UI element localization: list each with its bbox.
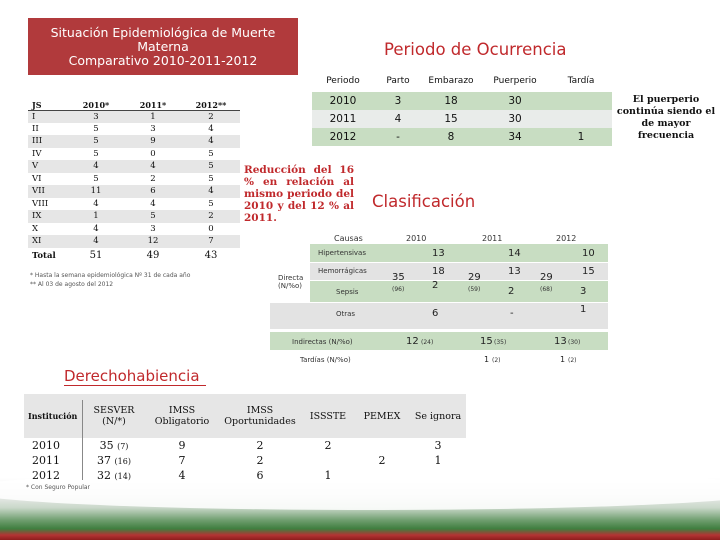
cell: 5 bbox=[208, 198, 214, 209]
cell: 4 bbox=[208, 123, 214, 134]
cell: 2 bbox=[324, 439, 332, 452]
cell: 1 bbox=[124, 110, 182, 123]
table-row bbox=[312, 92, 612, 110]
header-sesver: SESVER (N/*) bbox=[82, 394, 146, 438]
sesver-value: 32 bbox=[97, 469, 112, 482]
cell: 8 bbox=[422, 128, 480, 146]
header-pemex: PEMEX bbox=[354, 394, 410, 438]
row-year: 2010 bbox=[312, 92, 374, 110]
cell: 6 bbox=[124, 185, 182, 198]
hipertensivas-2010: 13 bbox=[432, 248, 445, 259]
cell bbox=[302, 453, 354, 468]
directa-2010-pct: (96) bbox=[392, 286, 405, 293]
sepsis-2010: 2 bbox=[432, 280, 439, 291]
header-causas: Causas bbox=[334, 234, 363, 243]
row-label: V bbox=[28, 160, 68, 173]
header-2010: 2010* bbox=[68, 92, 124, 110]
row-year: 2010 bbox=[32, 439, 60, 452]
table-row bbox=[312, 128, 612, 146]
table-row bbox=[28, 110, 240, 123]
cell bbox=[82, 468, 146, 483]
sesver-value: 35 bbox=[99, 439, 114, 452]
cell: 0 bbox=[208, 223, 214, 234]
heading-underline bbox=[64, 385, 206, 386]
header-issste: ISSSTE bbox=[302, 394, 354, 438]
otras-label: Otras bbox=[336, 310, 356, 318]
tardias-2012: 1 bbox=[560, 355, 566, 364]
cell: 0 bbox=[150, 148, 156, 159]
total-2011: 49 bbox=[146, 250, 160, 261]
row-label: X bbox=[32, 223, 39, 234]
cell: 2 bbox=[256, 439, 264, 452]
title-box bbox=[28, 18, 298, 75]
table-row bbox=[28, 198, 240, 211]
cell: 1 bbox=[434, 454, 442, 467]
row-label: XI bbox=[28, 235, 68, 248]
cell: 5 bbox=[93, 148, 99, 159]
table-row bbox=[24, 468, 466, 483]
tardias-2012-pct: (2) bbox=[568, 357, 577, 364]
sepsis-label: Sepsis bbox=[336, 288, 359, 296]
cell: 4 bbox=[182, 135, 240, 148]
directa-2012-pct: (68) bbox=[540, 286, 553, 293]
sesver-pct: (14) bbox=[114, 472, 131, 481]
header-institucion: Institución bbox=[24, 394, 82, 438]
header-embarazo: Embarazo bbox=[422, 70, 480, 92]
hemorragicas-2011: 13 bbox=[508, 266, 521, 277]
sesver-value: 37 bbox=[97, 454, 112, 467]
row-label: II bbox=[32, 123, 39, 134]
indirectas-2011-pct: (35) bbox=[494, 339, 507, 346]
cell: 3 bbox=[150, 223, 156, 234]
sepsis-2012: 3 bbox=[580, 286, 587, 297]
cell: 2 bbox=[182, 210, 240, 223]
header-js: JS bbox=[28, 92, 68, 110]
hipertensivas-label: Hipertensivas bbox=[318, 249, 366, 257]
row-year: 2011 bbox=[32, 454, 60, 467]
header-2011: 2011 bbox=[482, 234, 503, 243]
cell: 5 bbox=[124, 210, 182, 223]
directa-label: Directa (N/%o) bbox=[278, 274, 304, 290]
cell: 5 bbox=[93, 173, 99, 184]
cell: 2 bbox=[182, 110, 240, 123]
hemorragicas-2010: 18 bbox=[432, 266, 445, 277]
cell: 30 bbox=[480, 110, 550, 128]
row-label: VIII bbox=[32, 198, 49, 209]
cell: 2 bbox=[378, 454, 386, 467]
otras-2012: 1 bbox=[580, 304, 587, 315]
indirectas-2012: 13 bbox=[554, 336, 567, 347]
table-row bbox=[28, 135, 240, 148]
cell: 5 bbox=[208, 173, 214, 184]
table-total-row bbox=[28, 248, 240, 264]
cell bbox=[410, 468, 466, 483]
clasificacion-panel bbox=[270, 232, 608, 374]
title-line3: Comparativo 2010-2011-2012 bbox=[68, 53, 258, 68]
cell: 3 bbox=[68, 110, 124, 123]
cell: 7 bbox=[182, 235, 240, 248]
header-2012: 2012 bbox=[556, 234, 577, 243]
cell: 7 bbox=[178, 454, 186, 467]
derecho-table bbox=[24, 394, 466, 483]
footnote-2: ** Al 03 de agosto del 2012 bbox=[30, 281, 114, 288]
header-periodo: Periodo bbox=[312, 70, 374, 92]
indirectas-2010: 12 bbox=[406, 336, 419, 347]
row-band bbox=[270, 303, 608, 329]
periodo-heading: Periodo de Ocurrencia bbox=[384, 40, 567, 59]
table-row bbox=[312, 110, 612, 128]
table-row bbox=[28, 160, 240, 173]
row-label: VI bbox=[32, 173, 42, 184]
row-label: IX bbox=[28, 210, 68, 223]
footnote-1: * Hasta la semana epidemiológica Nº 31 de cada año bbox=[30, 272, 191, 279]
directa-2011: 29 bbox=[468, 272, 481, 283]
title-line2: Materna bbox=[137, 39, 189, 54]
cell: 1 bbox=[550, 128, 612, 146]
cell: 6 bbox=[256, 469, 264, 482]
cell: 5 bbox=[68, 135, 124, 148]
directa-2010: 35 bbox=[392, 272, 405, 283]
periodo-table bbox=[312, 70, 612, 146]
row-year: 2012 bbox=[312, 128, 374, 146]
cell: 15 bbox=[422, 110, 480, 128]
header-puerperio: Puerperio bbox=[480, 70, 550, 92]
indirectas-2012-pct: (30) bbox=[568, 339, 581, 346]
total-label: Total bbox=[32, 250, 56, 261]
cell: 3 bbox=[150, 123, 156, 134]
cell bbox=[550, 110, 612, 128]
table-row bbox=[28, 173, 240, 186]
cell: 30 bbox=[480, 92, 550, 110]
cell bbox=[82, 453, 146, 468]
clasificacion-heading: Clasificación bbox=[372, 192, 476, 211]
row-label: VII bbox=[28, 185, 68, 198]
directa-2012: 29 bbox=[540, 272, 553, 283]
hipertensivas-2011: 14 bbox=[508, 248, 521, 259]
cell: 34 bbox=[480, 128, 550, 146]
total-2010: 51 bbox=[89, 250, 103, 261]
cell: 4 bbox=[150, 198, 156, 209]
cell: 4 bbox=[68, 160, 124, 173]
header-2011: 2011* bbox=[124, 92, 182, 110]
periodo-header-row bbox=[312, 70, 612, 92]
otras-2010: 6 bbox=[432, 308, 439, 319]
column-divider bbox=[82, 400, 83, 480]
total-2012: 43 bbox=[204, 250, 218, 261]
cell: 5 bbox=[93, 123, 99, 134]
cell bbox=[354, 468, 410, 483]
cell: 3 bbox=[374, 92, 422, 110]
sepsis-2011: 2 bbox=[508, 286, 515, 297]
cell: - bbox=[374, 128, 422, 146]
header-2010: 2010 bbox=[406, 234, 427, 243]
hipertensivas-2012: 10 bbox=[582, 248, 595, 259]
indirectas-2011: 15 bbox=[480, 336, 493, 347]
cell: 5 bbox=[182, 160, 240, 173]
sesver-pct: (16) bbox=[114, 457, 131, 466]
row-year: 2011 bbox=[312, 110, 374, 128]
header-tardia: Tardía bbox=[550, 70, 612, 92]
header-2012: 2012** bbox=[182, 92, 240, 110]
cell: 3 bbox=[434, 439, 442, 452]
cell: 2 bbox=[150, 173, 156, 184]
sesver-pct: (7) bbox=[117, 442, 129, 451]
cell bbox=[550, 92, 612, 110]
row-label: III bbox=[28, 135, 68, 148]
cell: 4 bbox=[374, 110, 422, 128]
header-parto: Parto bbox=[374, 70, 422, 92]
header-se-ignora: Se ignora bbox=[410, 394, 466, 438]
cell: 4 bbox=[182, 185, 240, 198]
header-imss-obligatorio: IMSS Obligatorio bbox=[146, 394, 218, 438]
row-label: IV bbox=[32, 148, 42, 159]
cell: 9 bbox=[124, 135, 182, 148]
title-line1: Situación Epidemiológica de Muerte bbox=[50, 25, 276, 40]
tardias-2011-pct: (2) bbox=[492, 357, 501, 364]
table-row bbox=[24, 453, 466, 468]
table-row bbox=[28, 223, 240, 236]
side-note: El puerperio continúa siendo el de mayor frecuencia bbox=[616, 94, 716, 141]
cell: 18 bbox=[422, 92, 480, 110]
table-row bbox=[28, 123, 240, 136]
indirectas-label: Indirectas (N/%o) bbox=[292, 338, 353, 346]
cell: 1 bbox=[324, 469, 332, 482]
table-row bbox=[28, 210, 240, 223]
derecho-footnote: * Con Seguro Popular bbox=[26, 484, 90, 491]
cell: 2 bbox=[256, 454, 264, 467]
cell: 4 bbox=[93, 223, 99, 234]
cell: 4 bbox=[178, 469, 186, 482]
directa-2011-pct: (59) bbox=[468, 286, 481, 293]
derecho-heading: Derechohabiencia bbox=[64, 367, 200, 385]
cell: 12 bbox=[124, 235, 182, 248]
hemorragicas-label: Hemorrágicas bbox=[318, 267, 367, 275]
tardias-2011: 1 bbox=[484, 355, 490, 364]
cell: 4 bbox=[124, 160, 182, 173]
row-year: 2012 bbox=[32, 469, 60, 482]
cell bbox=[354, 438, 410, 453]
table-row bbox=[28, 148, 240, 161]
reduction-text: Reducción del 16 % en relación al mismo periodo del 2010 y del 12 % al 2011. bbox=[244, 164, 354, 224]
cell: 9 bbox=[178, 439, 186, 452]
hemorragicas-2012: 15 bbox=[582, 266, 595, 277]
cell: 1 bbox=[68, 210, 124, 223]
table-row bbox=[28, 185, 240, 198]
cell: 4 bbox=[93, 198, 99, 209]
row-label: I bbox=[28, 110, 68, 123]
cell bbox=[82, 438, 146, 453]
cell: 4 bbox=[68, 235, 124, 248]
jurisdiccion-table bbox=[28, 92, 240, 264]
otras-2011: - bbox=[510, 308, 514, 319]
indirectas-2010-pct: (24) bbox=[421, 339, 434, 346]
cell: 5 bbox=[208, 148, 214, 159]
header-imss-oportunidades: IMSS Oportunidades bbox=[218, 394, 302, 438]
table-row bbox=[24, 438, 466, 453]
derecho-header-row bbox=[24, 394, 466, 438]
tardias-label: Tardías (N/%o) bbox=[300, 356, 351, 364]
table-header-row bbox=[28, 92, 240, 110]
cell: 11 bbox=[68, 185, 124, 198]
table-row bbox=[28, 235, 240, 248]
